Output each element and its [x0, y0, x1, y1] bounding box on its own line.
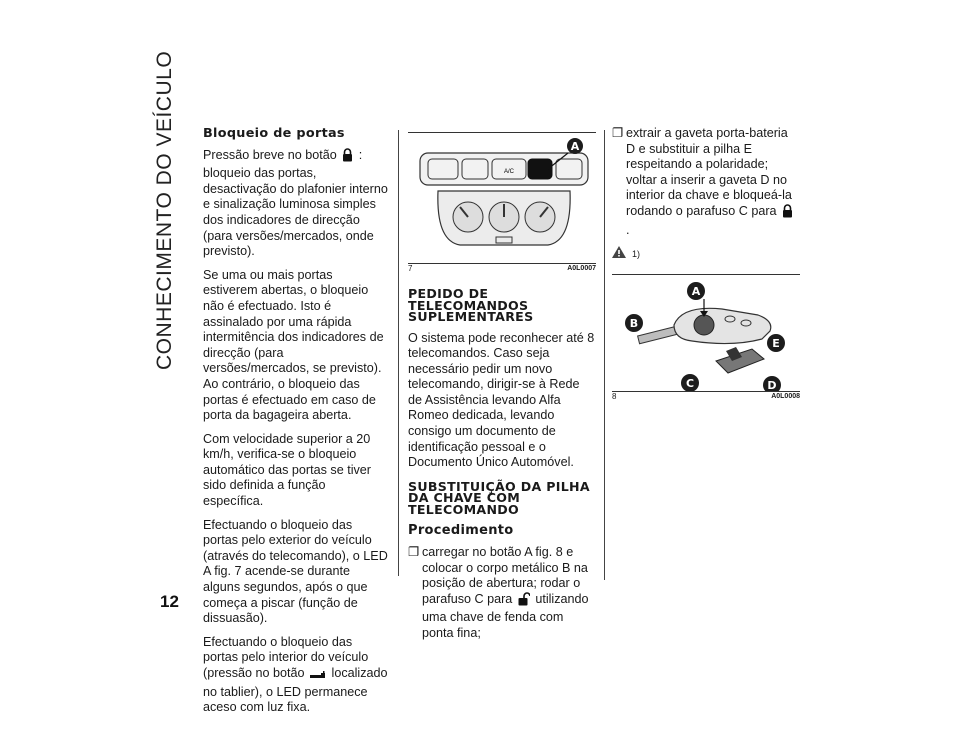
text: . [626, 222, 630, 237]
padlock-closed-icon [782, 204, 793, 223]
bullet-text [626, 126, 800, 238]
callout-b: B [629, 316, 639, 330]
padlock-open-icon [518, 592, 530, 611]
warning-hand-icon [612, 246, 626, 264]
text: extrair a gaveta porta-bateria D e substituir a pilha E respeitando a polaridade; voltar a inserir a gaveta D no interior da chave e bloqueá-la rodando o parafuso C para [626, 126, 792, 218]
ac-label: A/C [503, 169, 515, 175]
callout-a: A [691, 284, 701, 298]
section-title: CONHECIMENTO DO VEÍCULO [153, 50, 176, 370]
paragraph: Se uma ou mais portas estiverem abertas, o bloqueio não é efectuado. Isto é assinalado por uma rápida intermitência dos indicadores de direcção (para versões/mercados, se previsto). Ao contrário, o bloqueio das portas é efectuado em caso de porta da bagageira aberta. [203, 267, 384, 423]
figure-7 [408, 132, 596, 274]
column-2 [408, 126, 596, 648]
heading-battery-replacement: SUBSTITUIÇÃO DA PILHA DA CHAVE COM TELECOMANDO [408, 478, 590, 517]
text: Efectuando o bloqueio das portas pelo interior do veículo (pressão no botão [203, 634, 369, 680]
heading-door-lock: Bloqueio de portas [203, 126, 345, 141]
figure-number: 7 [408, 264, 413, 274]
bullet-text [422, 545, 596, 642]
paragraph: Com velocidade superior a 20 km/h, verifica-se o bloqueio automático das portas se tiver sido definida a função específica. [203, 431, 371, 509]
paragraph [203, 635, 389, 716]
callout-e: E [772, 336, 780, 350]
figure-code: A0L0007 [567, 265, 596, 273]
text: localizado no tablier), o LED permanece aceso com luz fixa. [203, 666, 388, 715]
car-lock-icon [310, 669, 326, 685]
figure-8 [612, 274, 800, 402]
heading-extra-remotes: PEDIDO DE TELECOMANDOS SUPLEMENTARES [408, 286, 534, 324]
column-divider [604, 130, 605, 580]
text: carregar no botão A fig. 8 e colocar o corpo metálico B na posição de abertura; rodar o parafuso C para [422, 544, 588, 606]
column-1 [203, 126, 389, 724]
text: : bloqueio das portas, desactivação do plafonier interno e sinalização luminosa simples dos indicadores de direcção (para versões/mercados, onde previsto). [203, 147, 388, 259]
bullet-box: ❐ [408, 544, 420, 559]
padlock-closed-icon [342, 148, 353, 167]
callout-d: D [767, 378, 777, 391]
paragraph [203, 148, 389, 260]
paragraph: O sistema pode reconhecer até 8 telecomandos. Caso seja necessário pedir um novo telecomando, dirigir-se à Rede de Assistência levando Alfa Romeo dedicada, levando consigo um documento de identificação pessoal e o Documento Único Automóvel. [408, 330, 595, 470]
list-item [612, 126, 800, 238]
figure-number: 8 [612, 392, 617, 402]
dashboard-controls-illustration [408, 133, 596, 263]
warning-ref-text: 1) [632, 249, 641, 260]
list-item [408, 545, 596, 642]
callout-c: C [685, 376, 695, 390]
column-divider [398, 130, 399, 576]
subheading-procedure: Procedimento [408, 523, 514, 539]
callout-a: A [570, 140, 580, 153]
key-battery-illustration [612, 275, 800, 391]
warning-reference [612, 246, 800, 264]
figure-code: A0L0008 [771, 393, 800, 401]
text: utilizando uma chave de fenda com ponta fina; [422, 591, 589, 640]
column-3 [612, 126, 800, 402]
bullet-box: ❐ [612, 126, 624, 140]
page-number: 12 [160, 592, 179, 611]
paragraph: Efectuando o bloqueio das portas pelo exterior do veículo (através do telecomando), o LED A fig. 7 acende-se durante alguns segundos, após o que começa a piscar (função de dissuasão). [203, 517, 388, 626]
text: Pressão breve no botão [203, 147, 337, 162]
